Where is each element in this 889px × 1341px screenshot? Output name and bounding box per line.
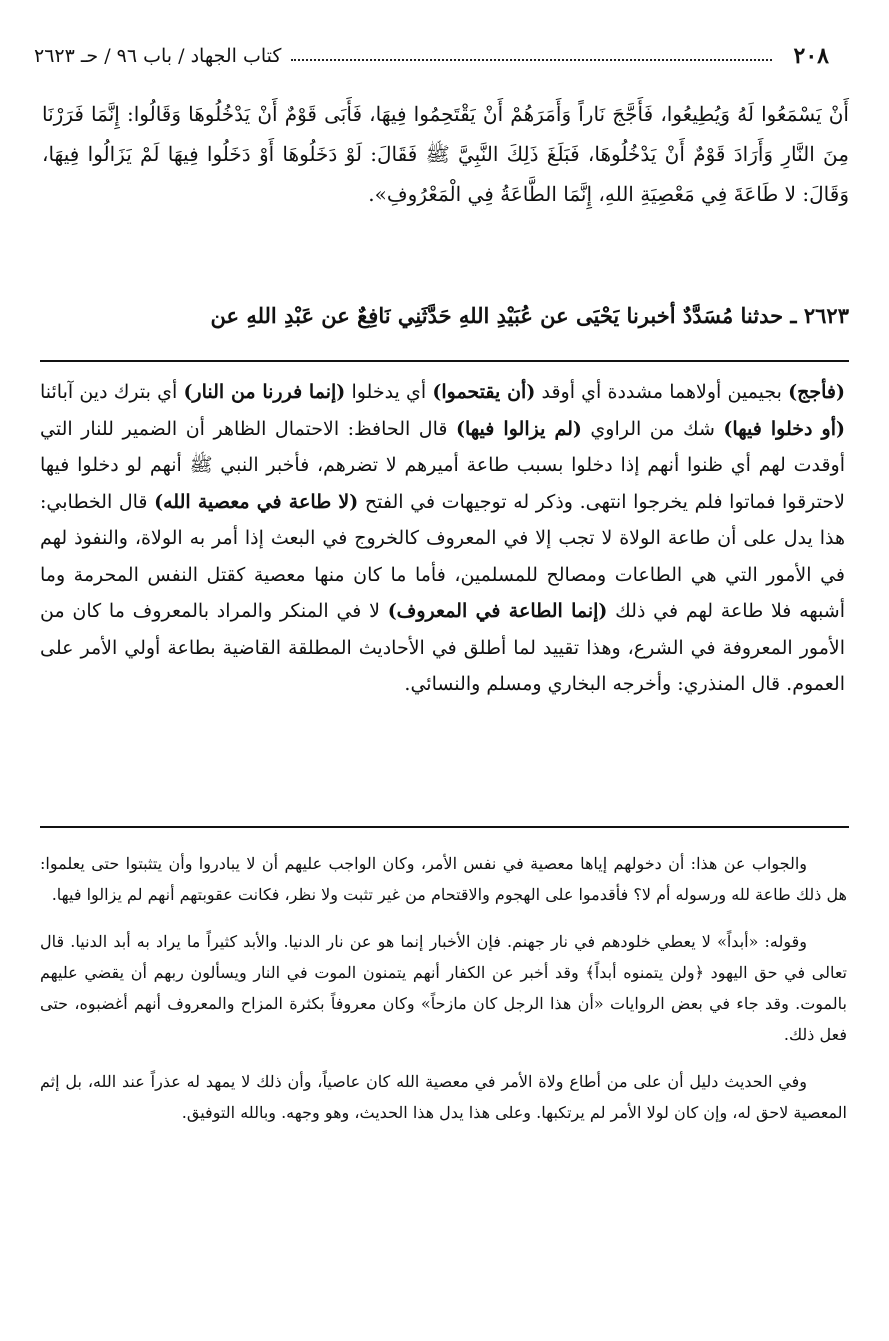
page-number: ٢٠٨ bbox=[793, 43, 829, 69]
commentary-term: (أو دخلوا فيها) bbox=[723, 417, 845, 440]
footnote-divider bbox=[40, 826, 849, 828]
commentary-term: (لا طاعة في معصية الله) bbox=[154, 490, 359, 513]
commentary-term: (لم يزالوا فيها) bbox=[455, 417, 582, 440]
page-header bbox=[34, 36, 829, 76]
commentary-term: (أن يقتحموا) bbox=[432, 381, 536, 403]
commentary-text: أي بترك دين آبائنا bbox=[40, 381, 184, 403]
commentary-term: (إنما الطاعة في المعروف) bbox=[387, 600, 608, 622]
section-divider bbox=[40, 360, 849, 362]
hadith-text bbox=[42, 94, 849, 214]
footnote-paragraph: وفي الحديث دليل أن على من أطاع ولاة الأمر في معصية الله كان عاصياً، وأن ذلك لا يمهد له عذراً عند الله، بل إثم المعصية لاحق له، وإن كان لولا الأمر لم يرتكبها. وعلى هذا يدل هذا الحديث، وهو وجهه. وبالله التوفيق. bbox=[40, 1072, 847, 1122]
hadith-isnad-heading: ٢٦٢٣ ـ حدثنا مُسَدَّدٌ أخبرنا يَحْيَى عن عُبَيْدِ اللهِ حَدَّثَنِي نَافِعٌ عن عَبْدِ اللهِ عن bbox=[210, 303, 849, 328]
commentary-text: قال الخطابي: هذا يدل على أن طاعة الولاة لا تجب إلا في المعروف كالخروج في البعث إذا أمر به الولاة، والنفوذ لهم في الأمور التي هي الطاعات ومصالح للمسلمين، فأما ما كان منها معصية كقتل النفس المحرمة وما أشبهه فلا طاعة لهم في ذلك bbox=[40, 490, 845, 622]
commentary-text: شك من الراوي bbox=[581, 417, 724, 440]
commentary-text: لا في المنكر والمراد بالمعروف ما كان من الأمور المعروفة في الشرع، وهذا تقييد لما أطلق في الأحاديث المطلقة القاضية بطاعة أولي الأمر على العموم. قال المنذري: وأخرجه البخاري ومسلم والنسائي. bbox=[40, 600, 845, 695]
commentary-term: (إنما فررنا من النار) bbox=[183, 381, 346, 403]
header-dotted-leader bbox=[291, 59, 771, 61]
commentary-text: أي يدخلوا bbox=[345, 381, 433, 403]
footnotes-section bbox=[40, 848, 847, 1144]
commentary-term: (فأجج) bbox=[788, 381, 846, 403]
commentary-section bbox=[40, 374, 845, 703]
hadith-paragraph: أَنْ يَسْمَعُوا لَهُ وَيُطِيعُوا، فَأَجَّجَ نَاراً وَأَمَرَهُمْ أَنْ يَقْتَحِمُوا فِيهَا، فَأَبَى قَوْمٌ أَنْ يَدْخُلُوهَا وَقَالُوا: إِنَّمَا فَرَرْنَا مِنَ النَّارِ وَأَرَادَ قَوْمٌ أَنْ يَدْخُلُوهَا، فَبَلَغَ ذَلِكَ النَّبِيَّ ﷺ فَقَالَ: لَوْ دَخَلُوهَا أَوْ دَخَلُوا فِيهَا لَمْ يَزَالُوا فِيهَا، وَقَالَ: لا طَاعَةَ فِي مَعْصِيَةِ اللهِ، إِنَّمَا الطَّاعَةُ فِي الْمَعْرُوفِ». bbox=[42, 102, 849, 206]
footnote-paragraph: والجواب عن هذا: أن دخولهم إياها معصية في نفس الأمر، وكان الواجب عليهم أن لا يبادروا وأن يتثبتوا حتى يعلموا: هل ذلك طاعة لله ورسوله أم لا؟ فأقدموا على الهجوم والاقتحام من غير تثبت ولا نظر، فكانت عقوبتهم أنهم لم يزالوا فيها. bbox=[40, 854, 847, 904]
footnote-paragraph: وقوله: «أبداً» لا يعطي خلودهم في نار جهنم. فإن الأخبار إنما هو عن نار الدنيا. والأبد كثيراً ما يراد به أبد الدنيا. قال تعالى في حق اليهود ﴿ولن يتمنوه أبداً﴾ وقد أخبر عن الكفار أنهم يتمنون الموت في النار ويسألون ربهم أن يقضي عليهم بالموت. وقد جاء في بعض الروايات «أن هذا الرجل كان مازحاً» وكان معروفاً بكثرة المزاح والمعروف أنهم أغضبوه، حتى فعل ذلك. bbox=[40, 932, 848, 1044]
running-title: كتاب الجهاد / باب ٩٦ / حـ ٢٦٢٣ bbox=[34, 45, 282, 67]
commentary-text: قال الحافظ: الاحتمال الظاهر أن الضمير للنار التي أوقدت لهم أي ظنوا أنهم إذا دخلوا بسبب طاعة أميرهم لا تضرهم، فأخبر النبي ﷺ أنهم لو دخلوا فيها لاحترقوا فماتوا فلم يخرجوا انتهى. وذكر له توجيهات في الفتح bbox=[40, 417, 845, 513]
commentary-text: بجيمين أولاهما مشددة أي أوقد bbox=[535, 381, 789, 403]
commentary-paragraph bbox=[40, 374, 845, 703]
